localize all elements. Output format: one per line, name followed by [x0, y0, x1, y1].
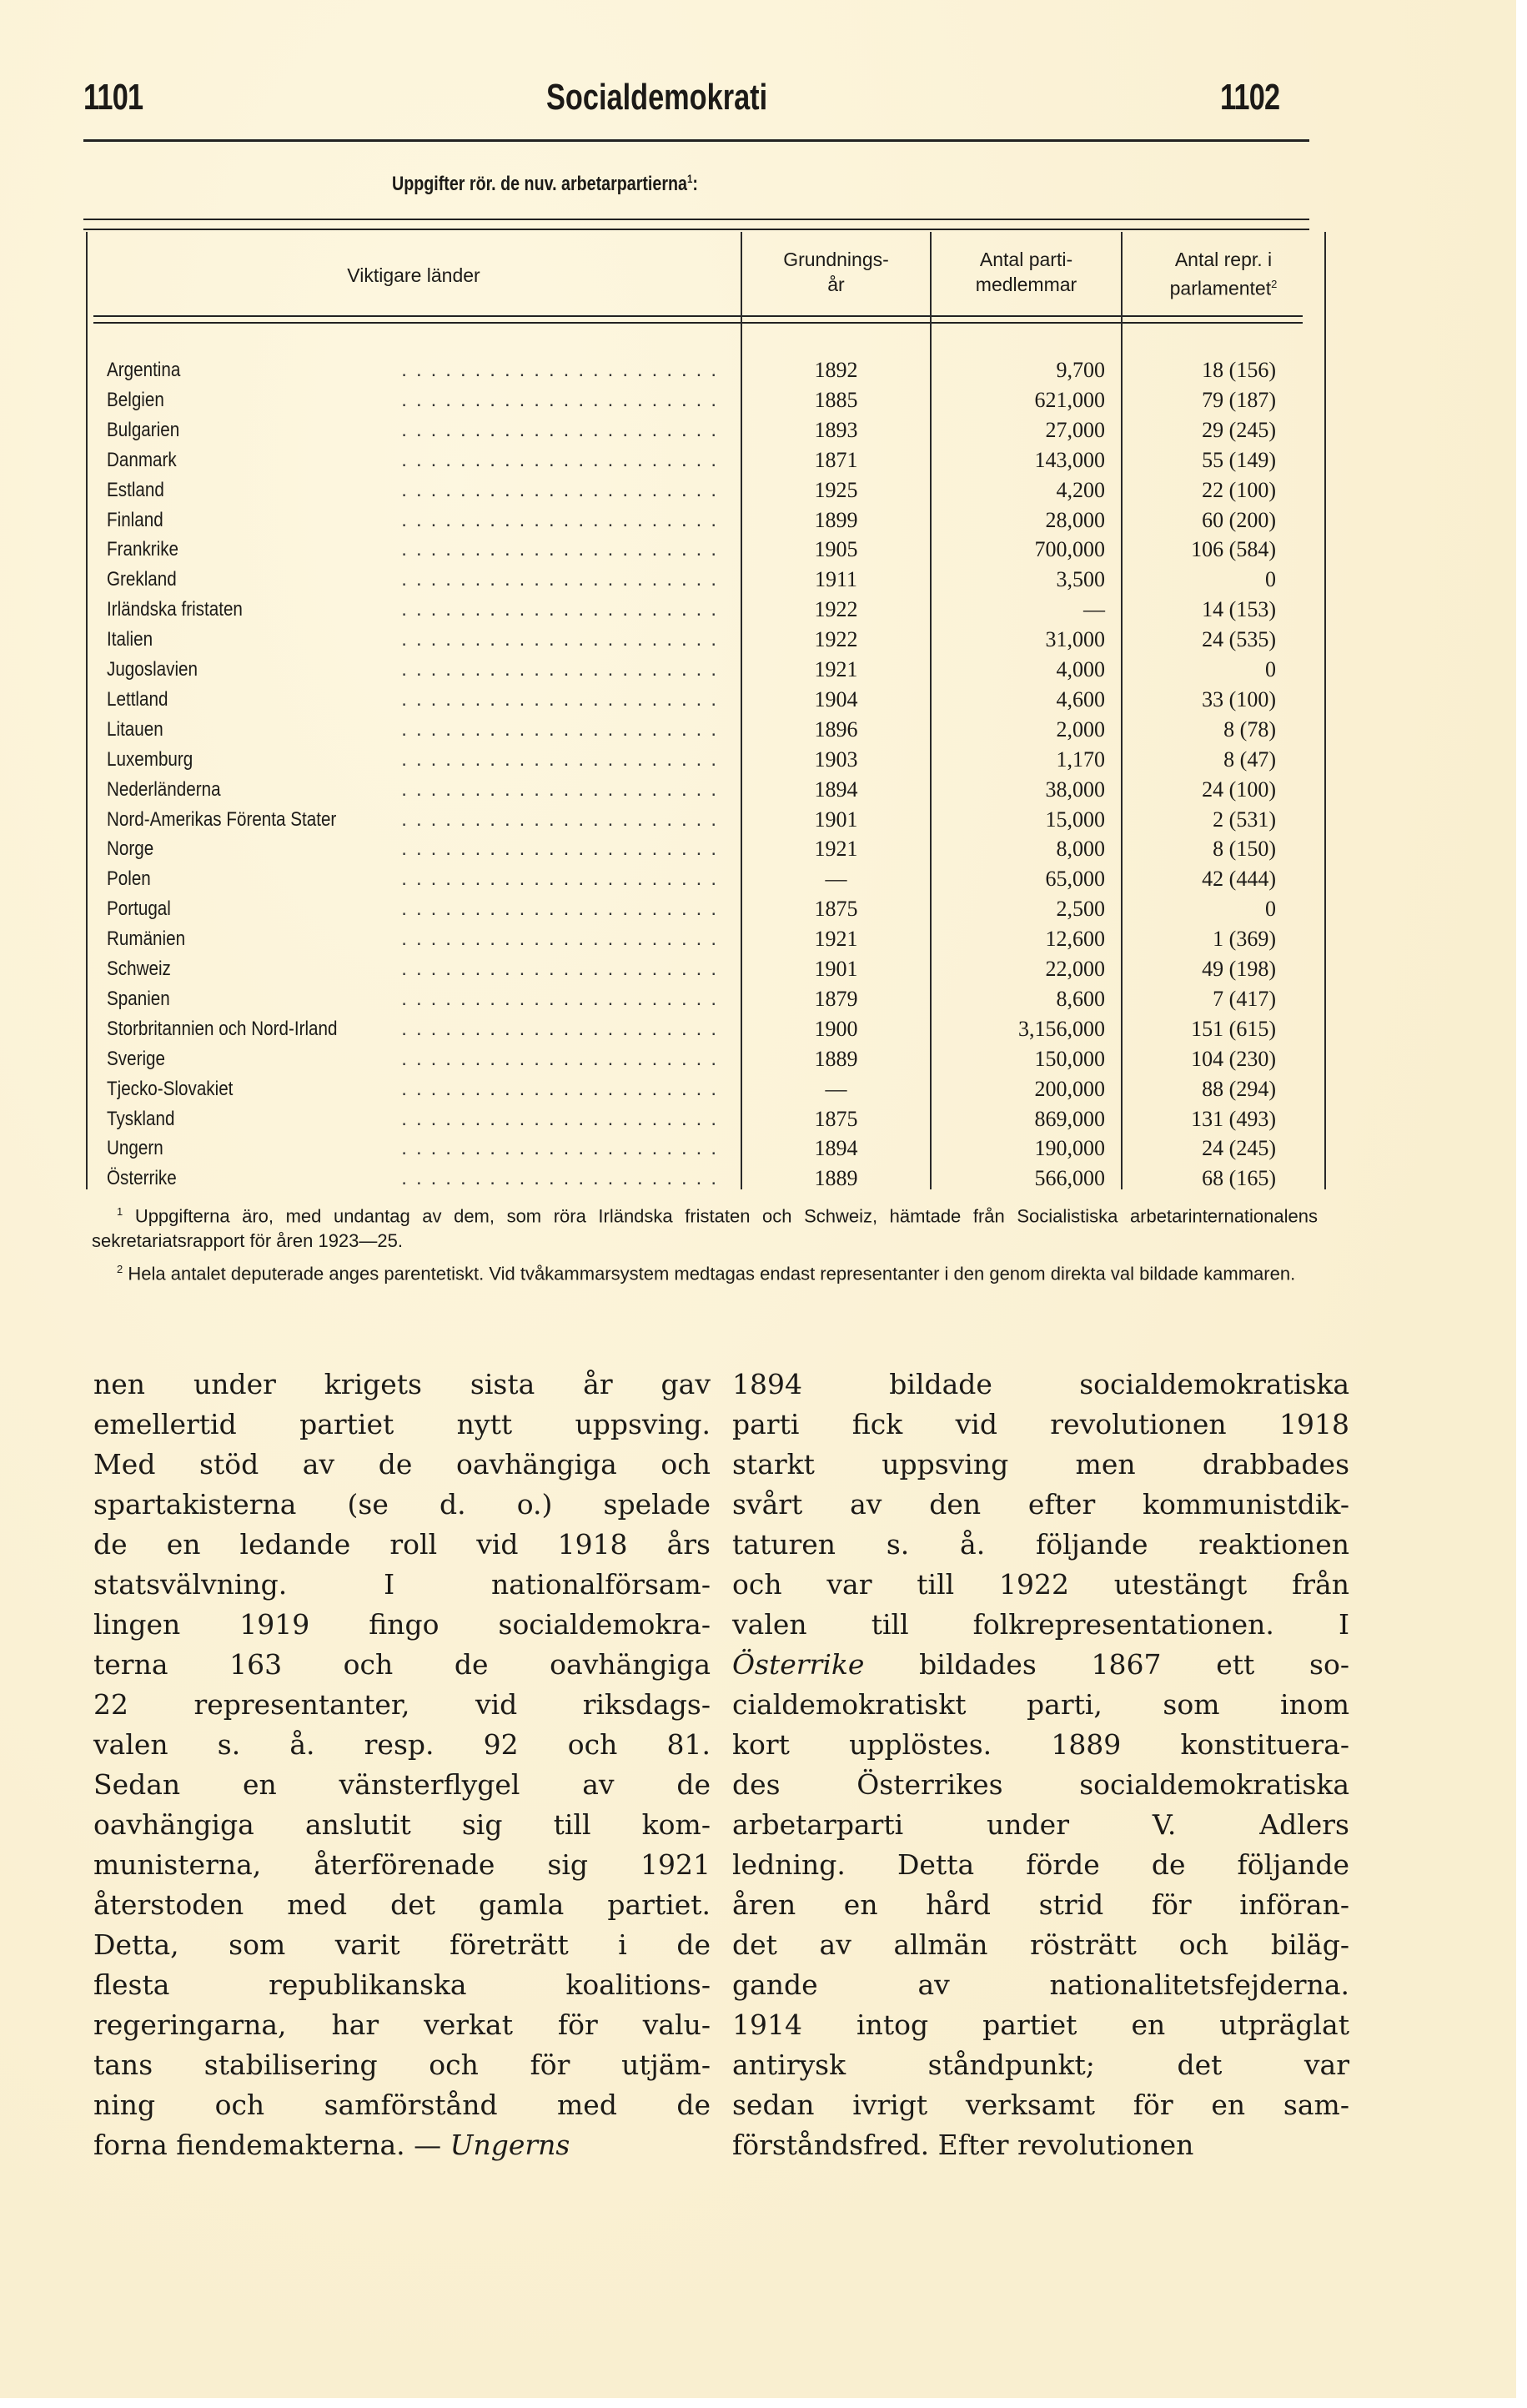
founding-year: 1893 [814, 418, 858, 442]
member-count: 1,170 [1056, 747, 1105, 772]
founding-year: 1885 [814, 388, 858, 412]
table-row-country [107, 1104, 726, 1134]
text-run: kort upplöstes. 1889 konstituera- [732, 1728, 1349, 1761]
table-row-country [107, 625, 726, 655]
representatives: 60 (200) [1202, 508, 1276, 532]
leader-dots: ...................... [401, 718, 726, 741]
country-name: Grekland [107, 568, 177, 591]
founding-year: 1901 [814, 807, 858, 832]
representatives: 49 (198) [1202, 957, 1276, 981]
column-header-line: år [827, 274, 845, 295]
text-line [732, 2005, 1349, 2045]
text-run: munisterna, återförenade sig 1921 [93, 1848, 711, 1881]
text-run: ledning. Detta förde de följande [732, 1848, 1349, 1881]
country-name: Luxemburg [107, 748, 193, 771]
representatives: 104 (230) [1191, 1047, 1276, 1071]
founding-year: 1921 [814, 927, 858, 951]
leader-dots: ...................... [401, 688, 726, 711]
leader-dots: ...................... [401, 449, 726, 471]
leader-dots: ...................... [401, 479, 726, 501]
representatives: 151 (615) [1191, 1017, 1276, 1041]
table-left-border [86, 232, 88, 1189]
founding-year: — [825, 1077, 847, 1101]
text-run: sedan ivrigt verksamt för en sam- [732, 2089, 1349, 2121]
leader-dots: ...................... [401, 1048, 726, 1070]
column-header-representatives [1123, 247, 1324, 301]
representatives: 18 (156) [1202, 358, 1276, 382]
footnote-mark: 1 [117, 1205, 123, 1218]
table-row-country [107, 505, 726, 535]
founding-year: 1921 [814, 837, 858, 861]
representatives: 24 (535) [1202, 627, 1276, 651]
founding-year: 1875 [814, 1107, 858, 1131]
text-run: och var till 1922 utestängt från [732, 1568, 1349, 1601]
text-line [93, 1485, 711, 1525]
member-count: 27,000 [1045, 418, 1105, 442]
member-count: 150,000 [1034, 1047, 1105, 1071]
member-count: 9,700 [1056, 358, 1105, 382]
leader-dots: ...................... [401, 958, 726, 980]
column-divider [741, 232, 742, 1189]
representatives: 88 (294) [1202, 1077, 1276, 1101]
leader-dots: ...................... [401, 658, 726, 681]
page-title: Socialdemokrati [546, 77, 768, 118]
text-run: förståndsfred. Efter revolutionen [732, 2129, 1194, 2161]
table-row-country [107, 924, 726, 954]
text-line [93, 1765, 711, 1805]
representatives: 106 (584) [1191, 537, 1276, 561]
text-line [93, 1605, 711, 1645]
country-name: Nord-Amerikas Förenta Stater [107, 808, 337, 831]
footnote-text: Uppgifterna äro, med undantag av dem, som röra Irländska fristaten och Schweiz, hämtade från Socialistiska arbetarinternationalens sekretariatsrapport för åren 1923—25. [92, 1205, 1318, 1252]
founding-year: 1922 [814, 627, 858, 651]
country-name: Norge [107, 837, 154, 860]
text-run: statsvälvning. I nationalförsam- [93, 1568, 711, 1601]
text-run: Med stöd av de oavhängiga och [93, 1448, 711, 1480]
country-name: Rumänien [107, 928, 186, 950]
text-run: spartakisterna (se d. o.) spelade [93, 1488, 711, 1521]
text-run: valen s. å. resp. 92 och 81. [93, 1728, 711, 1761]
country-name: Ungern [107, 1137, 163, 1159]
text-run: 1894 bildade socialdemokratiska [732, 1368, 1349, 1400]
column-header-line: medlemmar [975, 274, 1077, 295]
text-line [732, 1525, 1349, 1565]
member-count: 700,000 [1034, 537, 1105, 561]
text-run: ning och samförstånd med de [93, 2089, 711, 2121]
text-line [93, 1885, 711, 1925]
representatives: 0 [1265, 657, 1276, 681]
country-name: Argentina [107, 359, 181, 381]
table-row-country [107, 745, 726, 775]
representatives: 0 [1265, 897, 1276, 921]
text-run: des Österrikes socialdemokratiska [732, 1768, 1349, 1801]
leader-dots: ...................... [401, 837, 726, 860]
text-line [93, 1805, 711, 1845]
text-line [732, 1485, 1349, 1525]
column-header-line: Grundnings- [783, 249, 889, 270]
text-line [93, 1525, 711, 1565]
text-run: parti fick vid revolutionen 1918 [732, 1408, 1349, 1440]
representatives: 24 (100) [1202, 777, 1276, 802]
member-count: — [1083, 597, 1105, 621]
text-line [732, 1605, 1349, 1645]
representatives: 33 (100) [1202, 687, 1276, 711]
footnote-ref: 2 [1271, 278, 1278, 290]
text-line [732, 1685, 1349, 1725]
text-run: forna fiendemakterna. — [93, 2129, 442, 2161]
country-name: Belgien [107, 389, 164, 411]
table-row-country [107, 685, 726, 715]
italic-keyword: Österrike [732, 1648, 865, 1681]
table-right-border [1324, 232, 1326, 1189]
founding-year: 1925 [814, 478, 858, 502]
table-top-rule-2 [83, 229, 1309, 230]
column-divider [1121, 232, 1123, 1189]
founding-year: 1921 [814, 657, 858, 681]
text-line [93, 2085, 711, 2125]
text-run: svårt av den efter kommunistdik- [732, 1488, 1349, 1521]
table-row-country [107, 475, 726, 505]
text-run: tans stabilisering och för utjäm- [93, 2049, 711, 2081]
table-caption-text: Uppgifter rör. de nuv. arbetarpartierna [392, 173, 687, 195]
table-row-country [107, 1134, 726, 1164]
column-header-label: Viktigare länder [347, 264, 480, 286]
member-count: 2,000 [1056, 717, 1105, 742]
member-count: 3,500 [1056, 567, 1105, 591]
country-name: Storbritannien och Nord-Irland [107, 1018, 338, 1040]
leader-dots: ...................... [401, 628, 726, 651]
text-line [732, 1565, 1349, 1605]
founding-year: 1889 [814, 1047, 858, 1071]
text-line [732, 1445, 1349, 1485]
founding-year: 1899 [814, 508, 858, 532]
text-run: valen till folkrepresentationen. I [732, 1608, 1349, 1641]
country-name: Finland [107, 509, 163, 531]
text-line [93, 1965, 711, 2005]
leader-dots: ...................... [401, 538, 726, 561]
text-line [732, 1765, 1349, 1805]
founding-year: 1922 [814, 597, 858, 621]
country-name: Danmark [107, 449, 177, 471]
text-run: starkt uppsving men drabbades [732, 1448, 1349, 1480]
country-name: Tyskland [107, 1108, 175, 1130]
text-line [93, 2045, 711, 2085]
member-count: 4,200 [1056, 478, 1105, 502]
representatives: 8 (150) [1213, 837, 1276, 861]
representatives: 131 (493) [1191, 1107, 1276, 1131]
leader-dots: ...................... [401, 1018, 726, 1040]
caption-colon: : [692, 173, 698, 195]
table-row-country [107, 954, 726, 984]
text-line [93, 2125, 711, 2165]
table-row-country [107, 775, 726, 805]
representatives: 79 (187) [1202, 388, 1276, 412]
representatives: 42 (444) [1202, 867, 1276, 891]
text-run: regeringarna, har verkat för valu- [93, 2008, 711, 2041]
member-count: 2,500 [1056, 897, 1105, 921]
table-row-country [107, 715, 726, 745]
representatives: 7 (417) [1213, 987, 1276, 1011]
member-count: 15,000 [1045, 807, 1105, 832]
founding-year: 1901 [814, 957, 858, 981]
text-line [93, 1685, 711, 1725]
text-run: återstoden med det gamla partiet. [93, 1888, 711, 1921]
founding-year: 1894 [814, 1136, 858, 1160]
text-run: Sedan en vänsterflygel av de [93, 1768, 711, 1801]
member-count: 12,600 [1045, 927, 1105, 951]
founding-year: 1905 [814, 537, 858, 561]
column-header-members [932, 247, 1121, 297]
country-name: Italien [107, 628, 153, 651]
text-line [732, 2125, 1349, 2165]
text-run: nen under krigets sista år gav [93, 1368, 711, 1400]
leader-dots: ...................... [401, 867, 726, 890]
member-count: 31,000 [1045, 627, 1105, 651]
text-line [732, 2085, 1349, 2125]
text-run: åren en hård strid för införan- [732, 1888, 1349, 1921]
text-line [732, 1645, 1349, 1685]
text-line [93, 1725, 711, 1765]
country-name: Portugal [107, 897, 171, 920]
table-row-country [107, 415, 726, 445]
member-count: 869,000 [1034, 1107, 1105, 1131]
member-count: 65,000 [1045, 867, 1105, 891]
country-name: Tjecko-Slovakiet [107, 1078, 234, 1100]
column-header-line: Antal repr. i [1174, 249, 1273, 270]
leader-dots: ...................... [401, 928, 726, 950]
table-row-country [107, 864, 726, 894]
representatives: 8 (78) [1223, 717, 1276, 742]
table-row-country [107, 984, 726, 1014]
leader-dots: ...................... [401, 359, 726, 381]
leader-dots: ...................... [401, 509, 726, 531]
table-row-country [107, 1074, 726, 1104]
page-number-right: 1102 [1220, 77, 1280, 118]
page-number-left: 1101 [83, 77, 143, 118]
representatives: 2 (531) [1213, 807, 1276, 832]
country-name: Irländska fristaten [107, 598, 243, 621]
member-count: 200,000 [1034, 1077, 1105, 1101]
footnote-1 [92, 1199, 1318, 1254]
text-run: det av allmän rösträtt och biläg- [732, 1928, 1349, 1961]
text-line [732, 1365, 1349, 1405]
founding-year: 1911 [814, 567, 858, 591]
footnote-text: Hela antalet deputerade anges parentetiskt. Vid tvåkammarsystem medtagas endast representanter i den genom direkta val bildade kammaren. [128, 1263, 1296, 1284]
founding-year: 1871 [814, 448, 858, 472]
footnote-mark: 2 [117, 1263, 123, 1276]
text-line [732, 1405, 1349, 1445]
text-run: lingen 1919 fingo socialdemokra- [93, 1608, 711, 1641]
country-name: Nederländerna [107, 778, 221, 801]
representatives: 29 (245) [1202, 418, 1276, 442]
table-row-country [107, 655, 726, 685]
member-count: 4,600 [1056, 687, 1105, 711]
text-line [732, 1845, 1349, 1885]
founding-year: 1889 [814, 1166, 858, 1190]
representatives: 24 (245) [1202, 1136, 1276, 1160]
country-name: Estland [107, 479, 164, 501]
text-run: oavhängiga anslutit sig till kom- [93, 1808, 711, 1841]
table-row-country [107, 445, 726, 475]
country-name: Bulgarien [107, 419, 180, 441]
text-line [93, 2005, 711, 2045]
country-name: Lettland [107, 688, 168, 711]
table-row-country [107, 1164, 726, 1194]
table-row-country [107, 355, 726, 385]
text-run: cialdemokratiskt parti, som inom [732, 1688, 1349, 1721]
column-header-line: parlamentet [1169, 277, 1272, 299]
column-header-line: Antal parti- [979, 249, 1073, 270]
founding-year: 1900 [814, 1017, 858, 1041]
leader-dots: ...................... [401, 988, 726, 1010]
text-run: flesta republikanska koalitions- [93, 1968, 711, 2001]
text-line [93, 1845, 711, 1885]
country-name: Sverige [107, 1048, 165, 1070]
text-run: emellertid partiet nytt uppsving. [93, 1408, 711, 1440]
member-count: 38,000 [1045, 777, 1105, 802]
member-count: 4,000 [1056, 657, 1105, 681]
table-row-country [107, 385, 726, 415]
column-divider [930, 232, 932, 1189]
text-run: 1914 intog partiet en utpräglat [732, 2008, 1349, 2041]
member-count: 190,000 [1034, 1136, 1105, 1160]
text-run: Detta, som varit företrätt i de [93, 1928, 711, 1961]
text-line [732, 2045, 1349, 2085]
founding-year: 1904 [814, 687, 858, 711]
leader-dots: ...................... [401, 598, 726, 621]
footnotes [92, 1199, 1318, 1287]
table-row-country [107, 834, 726, 864]
table-row-country [107, 565, 726, 595]
member-count: 3,156,000 [1018, 1017, 1105, 1041]
table-row-country [107, 805, 726, 835]
column-header-year [742, 247, 930, 297]
header-rule [83, 139, 1309, 142]
member-count: 8,600 [1056, 987, 1105, 1011]
country-name: Spanien [107, 988, 170, 1010]
leader-dots: ...................... [401, 778, 726, 801]
founding-year: 1892 [814, 358, 858, 382]
text-line [93, 1365, 711, 1405]
italic-keyword: Ungerns [450, 2129, 570, 2161]
leader-dots: ...................... [401, 568, 726, 591]
text-run: terna 163 och de oavhängiga [93, 1648, 711, 1681]
country-name: Schweiz [107, 958, 171, 980]
text-run: taturen s. å. följande reaktionen [732, 1528, 1349, 1561]
member-count: 621,000 [1034, 388, 1105, 412]
text-line [732, 1925, 1349, 1965]
table-row-country [107, 1044, 726, 1074]
founding-year: 1903 [814, 747, 858, 772]
representatives: 55 (149) [1202, 448, 1276, 472]
body-column-right [732, 1365, 1349, 2165]
leader-dots: ...................... [401, 1078, 726, 1100]
text-line [732, 1805, 1349, 1845]
text-run: arbetarparti under V. Adlers [732, 1808, 1349, 1841]
leader-dots: ...................... [401, 1108, 726, 1130]
footnote-ref: 1 [686, 172, 693, 185]
country-name: Litauen [107, 718, 163, 741]
leader-dots: ...................... [401, 748, 726, 771]
text-line [93, 1445, 711, 1485]
member-count: 28,000 [1045, 508, 1105, 532]
text-line [93, 1925, 711, 1965]
body-column-left [93, 1365, 711, 2165]
country-name: Polen [107, 867, 151, 890]
text-line [93, 1645, 711, 1685]
representatives: 68 (165) [1202, 1166, 1276, 1190]
founding-year: 1894 [814, 777, 858, 802]
leader-dots: ...................... [401, 897, 726, 920]
member-count: 8,000 [1056, 837, 1105, 861]
founding-year: 1896 [814, 717, 858, 742]
table-row-country [107, 894, 726, 924]
table-caption [392, 172, 698, 196]
table-row-country [107, 1014, 726, 1044]
country-name: Jugoslavien [107, 658, 198, 681]
founding-year: 1875 [814, 897, 858, 921]
representatives: 14 (153) [1202, 597, 1276, 621]
text-run: antirysk ståndpunkt; det var [732, 2049, 1349, 2081]
member-count: 143,000 [1034, 448, 1105, 472]
representatives: 1 (369) [1213, 927, 1276, 951]
text-line [93, 1405, 711, 1445]
leader-dots: ...................... [401, 1137, 726, 1159]
table-row-country [107, 595, 726, 625]
text-line [732, 1725, 1349, 1765]
text-line [732, 1965, 1349, 2005]
table-top-rule [83, 219, 1309, 220]
text-run: de en ledande roll vid 1918 års [93, 1528, 711, 1561]
founding-year: — [825, 867, 847, 891]
representatives: 0 [1265, 567, 1276, 591]
leader-dots: ...................... [401, 1167, 726, 1189]
text-line [93, 1565, 711, 1605]
leader-dots: ...................... [401, 419, 726, 441]
member-count: 22,000 [1045, 957, 1105, 981]
table-row-country [107, 535, 726, 565]
country-name: Österrike [107, 1167, 177, 1189]
representatives: 8 (47) [1223, 747, 1276, 772]
column-header-country [87, 263, 741, 288]
representatives: 22 (100) [1202, 478, 1276, 502]
country-name: Frankrike [107, 538, 179, 561]
text-run: 22 representanter, vid riksdags- [93, 1688, 711, 1721]
leader-dots: ...................... [401, 389, 726, 411]
text-run: bildades 1867 ett so- [919, 1648, 1349, 1681]
founding-year: 1879 [814, 987, 858, 1011]
text-run: gande av nationalitetsfejderna. [732, 1968, 1349, 2001]
text-line [732, 1885, 1349, 1925]
member-count: 566,000 [1034, 1166, 1105, 1190]
leader-dots: ...................... [401, 808, 726, 831]
footnote-2 [92, 1257, 1318, 1286]
